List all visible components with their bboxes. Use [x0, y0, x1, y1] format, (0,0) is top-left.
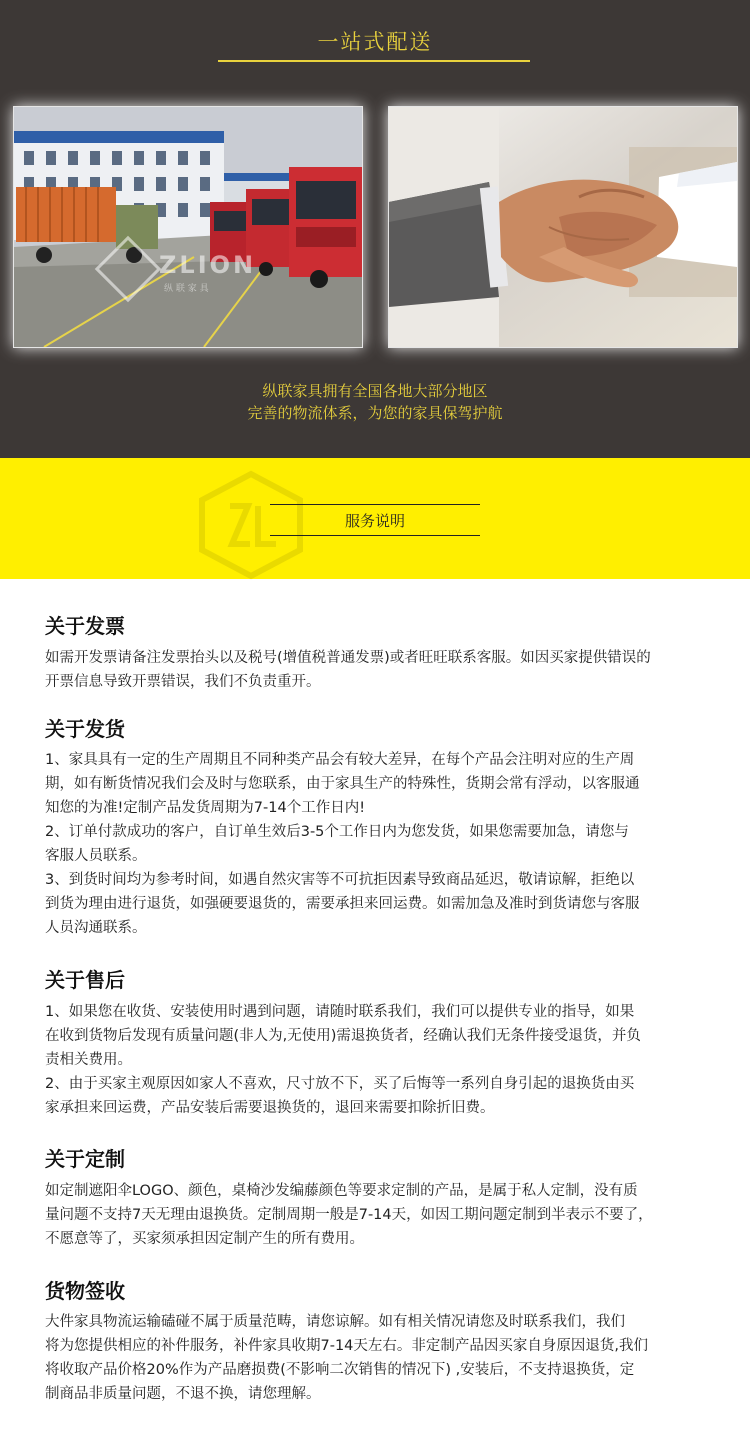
after-sales-text: [45, 1000, 730, 1120]
title-underline: [218, 60, 530, 62]
customization-text: [45, 1179, 730, 1251]
text-line: 量问题不支持7天无理由退换货。定制周期一般是7-14天，如因工期问题定制到半表示不要了，: [45, 1207, 653, 1223]
delivery-caption-line1: 纵联家具拥有全国各地大部分地区: [262, 382, 488, 400]
service-band-title: 服务说明: [344, 512, 405, 530]
receipt-text: [45, 1310, 730, 1406]
text-line: 期，如有断货情况我们会及时与您联系，由于家具生产的特殊性，货期会常有浮动，以客服通: [45, 776, 640, 792]
delivery-caption-line2: 完善的物流体系，为您的家具保驾护航: [247, 404, 503, 422]
handshake-photo: [388, 106, 738, 348]
band-top-line: [270, 504, 480, 505]
text-line: 到货为理由进行退货，如强硬要退货的，需要承担来回运费。如需加急及准时到货请您与客服: [45, 896, 640, 912]
text-line: 知您的为准!定制产品发货周期为7-14个工作日内!: [45, 800, 366, 816]
invoice-heading: 关于发票: [45, 614, 125, 638]
delivery-banner: [0, 0, 750, 458]
text-line: 大件家具物流运输磕碰不属于质量范畴，请您谅解。如有相关情况请您及时联系我们，我们: [45, 1314, 625, 1330]
invoice-text: [45, 646, 730, 694]
service-band: [0, 458, 750, 579]
text-line: 制商品非质量问题，不退不换，请您理解。: [45, 1386, 321, 1402]
text-line: 将收取产品价格20%作为产品磨损费(不影响二次销售的情况下) ,安装后，不支持退换货，定: [45, 1362, 635, 1378]
shipping-text: [45, 748, 730, 940]
after-sales-heading: 关于售后: [45, 968, 125, 992]
text-line: 2、订单付款成功的客户，自订单生效后3-5个工作日内为您发货，如果您需要加急，请您与: [45, 824, 629, 840]
text-line: 1、如果您在收货、安装使用时遇到问题，请随时联系我们，我们可以提供专业的指导，如果: [45, 1004, 635, 1020]
text-line: 责相关费用。: [45, 1052, 132, 1068]
text-line: 在收到货物后发现有质量问题(非人为,无使用)需退换货者，经确认我们无条件接受退货，并负: [45, 1028, 641, 1044]
text-line: 将为您提供相应的补件服务，补件家具收期7-14天左右。非定制产品因买家自身原因退货,我们: [45, 1338, 649, 1354]
text-line: 如定制遮阳伞LOGO、颜色，桌椅沙发编藤颜色等要求定制的产品，是属于私人定制，没有质: [45, 1183, 638, 1199]
text-line: 客服人员联系。: [45, 848, 147, 864]
delivery-title: 一站式配送: [317, 30, 433, 54]
text-line: 1、家具具有一定的生产周期且不同种类产品会有较大差异，在每个产品会注明对应的生产周: [45, 752, 635, 768]
text-line: 家承担来回运费，产品安装后需要退换货的，退回来需要扣除折旧费。: [45, 1100, 495, 1116]
zlion-wordmark-cn: 纵 联 家 具: [164, 284, 209, 294]
shipping-heading: 关于发货: [45, 717, 125, 741]
text-line: 如需开发票请备注发票抬头以及税号(增值税普通发票)或者旺旺联系客服。如因买家提供错误的: [45, 650, 651, 666]
receipt-heading: 货物签收: [45, 1279, 125, 1303]
text-line: 不愿意等了，买家须承担因定制产生的所有费用。: [45, 1231, 364, 1247]
customization-heading: 关于定制: [45, 1147, 125, 1171]
logistics-trucks-photo: [13, 106, 363, 348]
text-line: 3、到货时间均为参考时间，如遇自然灾害等不可抗拒因素导致商品延迟，敬请谅解，拒绝以: [45, 872, 635, 888]
text-line: 开票信息导致开票错误，我们不负责重开。: [45, 674, 321, 690]
text-line: 2、由于买家主观原因如家人不喜欢，尺寸放不下，买了后悔等一系列自身引起的退换货由买: [45, 1076, 635, 1092]
text-line: 人员沟通联系。: [45, 920, 147, 936]
zlion-wordmark: ZLION: [159, 251, 257, 279]
band-bottom-line: [270, 535, 480, 536]
